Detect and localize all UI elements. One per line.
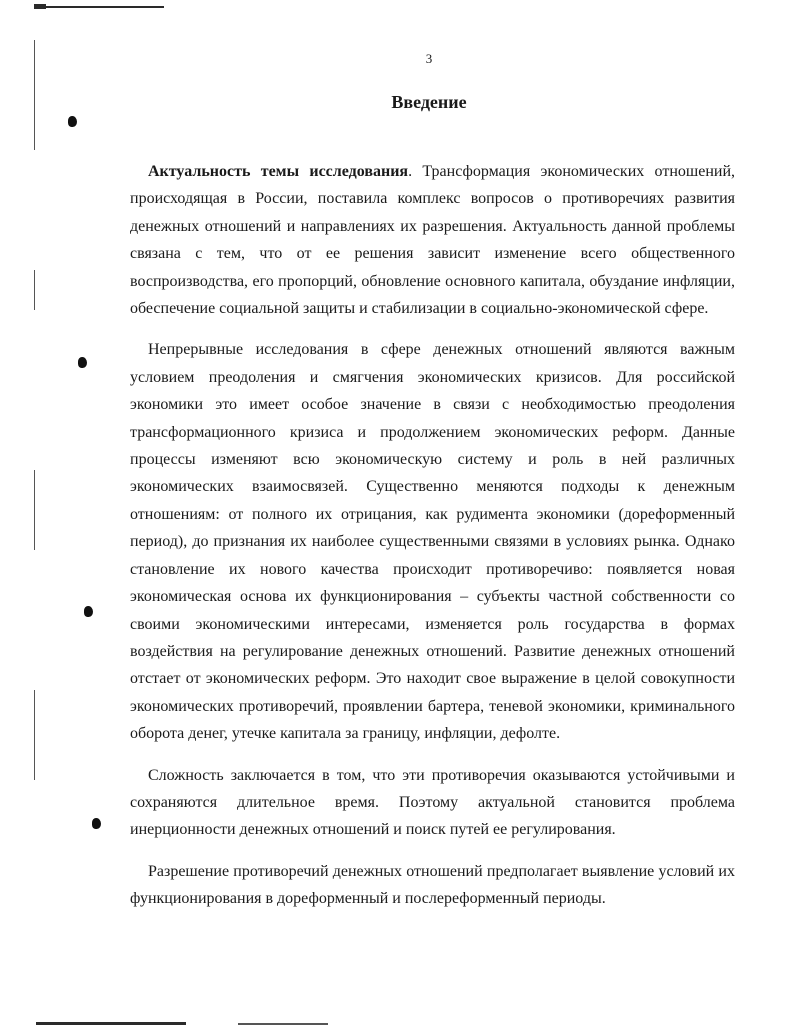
scan-artifact-line-bottom (36, 1022, 186, 1025)
paragraph (130, 336, 735, 747)
paragraph-text: Непрерывные исследования в сфере денежных отношений являются важным условием преодоления и смягчения экономических кризисов. Для российской экономики это имеет особое значение в связи с необходимостью преодоления трансформационного кризиса и продолжением экономических реформ. Данные процессы изменяют всю экономическую систему и роль в ней различных экономических взаимосвязей. Существенно меняются подходы к денежным отношениям: от полного их отрицания, как рудимента экономики (дореформенный период), до признания их наиболее существенными связями в условиях рынка. Однако становление их нового качества происходит противоречиво: появляется новая экономическая основа их функционирования – субъекты частной собственности со своими экономическими интересами, изменяется роль государства в формах воздействия на регулирование денежных отношений. Развитие денежных отношений отстает от экономических реформ. Это находит свое выражение в целой совокупности экономических противоречий, проявлении бартера, теневой экономики, криминального оборота денег, утечке капитала за границу, инфляции, дефолте. (130, 341, 735, 743)
scan-margin-line (34, 270, 35, 310)
scan-margin-line (34, 470, 35, 550)
paragraph-text: Сложность заключается в том, что эти противоречия оказываются устойчивыми и сохраняются длительное время. Поэтому актуальной становится проблема инерционности денежных отношений и поиск путей ее регулирования. (130, 766, 735, 839)
punch-hole-mark (78, 357, 87, 368)
punch-hole-mark (92, 818, 101, 829)
paragraph-text: . Трансформация экономических отношений, происходящая в России, поставила комплекс вопросов о противоречиях развития денежных отношений и направлениях их разрешения. Актуальность данной проблемы связана с тем, что от ее решения зависит изменение всего общественного воспроизводства, его пропорций, обновление основного капитала, обуздание инфляции, обеспечение социальной защиты и стабилизации в социально-экономической сфере. (130, 163, 736, 318)
punch-hole-mark (68, 116, 77, 127)
paragraph (130, 762, 735, 844)
paragraph (130, 158, 735, 322)
paragraph-lead: Актуальность темы исследования (148, 163, 409, 180)
paragraph-text: Разрешение противоречий денежных отношений предполагает выявление условий их функционирования в дореформенный и послереформенный периоды. (130, 862, 735, 908)
document-body (130, 158, 735, 927)
page-number: 3 (425, 51, 433, 66)
scan-artifact-line-bottom (238, 1023, 328, 1025)
scan-margin-line (34, 690, 35, 780)
paragraph (130, 858, 735, 913)
punch-hole-mark (84, 606, 93, 617)
scan-artifact-line-top (34, 6, 164, 8)
page-title: Введение (391, 92, 467, 112)
